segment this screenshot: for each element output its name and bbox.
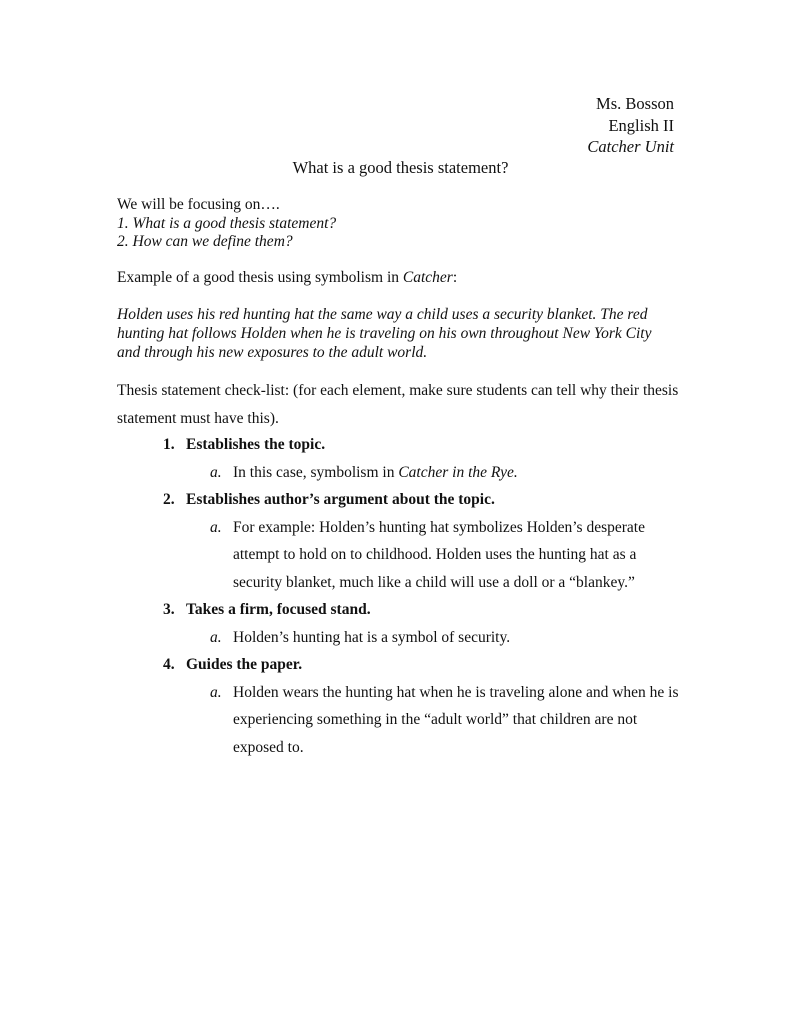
- list-item: [117, 596, 682, 651]
- focus-item: 2. How can we define them?: [117, 233, 293, 250]
- list-item-number: 1.: [163, 436, 175, 453]
- example-intro: [117, 269, 677, 287]
- checklist: [117, 431, 682, 761]
- example-intro-prefix: Example of a good thesis using symbolism in: [117, 269, 403, 286]
- page-title: What is a good thesis statement?: [292, 158, 509, 177]
- list-item-number: 3.: [163, 601, 175, 618]
- sub-item: [117, 514, 682, 597]
- list-item-number: 2.: [163, 491, 175, 508]
- sub-item-text: In this case, symbolism in: [233, 463, 399, 481]
- example-intro-italic: Catcher: [402, 269, 453, 286]
- sub-item-letter: a.: [210, 518, 222, 536]
- list-item-label: Establishes the topic.: [186, 436, 326, 453]
- example-thesis: Holden uses his red hunting hat the same way a child uses a security blanket. The red hunting hat follows Holden when he is traveling on his own throughout New York City and through his new exposures to the adult world.: [117, 306, 652, 361]
- list-item-label: Establishes author’s argument about the topic.: [186, 491, 495, 508]
- sub-item-letter: a.: [210, 683, 222, 701]
- sub-item-letter: a.: [210, 463, 222, 481]
- sub-item: [117, 679, 682, 762]
- list-item-label: Takes a firm, focused stand.: [186, 601, 371, 618]
- sub-item: [117, 459, 682, 487]
- focus-section: [117, 196, 677, 252]
- list-item: [117, 486, 682, 596]
- sub-item-text: Holden’s hunting hat is a symbol of security.: [233, 628, 511, 646]
- example-intro-suffix: :: [452, 269, 458, 286]
- sub-item-italic: Catcher in the Rye.: [398, 463, 518, 481]
- focus-intro: We will be focusing on….: [117, 196, 280, 213]
- document-header: [374, 93, 674, 158]
- sub-item-letter: a.: [210, 628, 222, 646]
- list-item: [117, 431, 682, 486]
- teacher-name: Ms. Bosson: [596, 94, 674, 113]
- course-name: English II: [608, 115, 674, 135]
- focus-item: 1. What is a good thesis statement?: [117, 214, 337, 232]
- unit-name: Catcher Unit: [587, 137, 674, 156]
- sub-item: [117, 624, 682, 652]
- sub-item-text: For example: Holden’s hunting hat symbolizes Holden’s desperate attempt to hold on to childhood. Holden uses the hunting hat as a security blanket, much like a child will use a doll or a “blankey.”: [233, 518, 645, 591]
- sub-item-text: Holden wears the hunting hat when he is traveling alone and when he is experiencing something in the “adult world” that children are not exposed to.: [233, 683, 679, 756]
- checklist-intro: Thesis statement check-list: (for each element, make sure students can tell why their thesis statement must have this).: [117, 382, 679, 427]
- list-item-number: 4.: [163, 656, 175, 673]
- list-item-label: Guides the paper.: [186, 656, 303, 673]
- list-item: [117, 651, 682, 761]
